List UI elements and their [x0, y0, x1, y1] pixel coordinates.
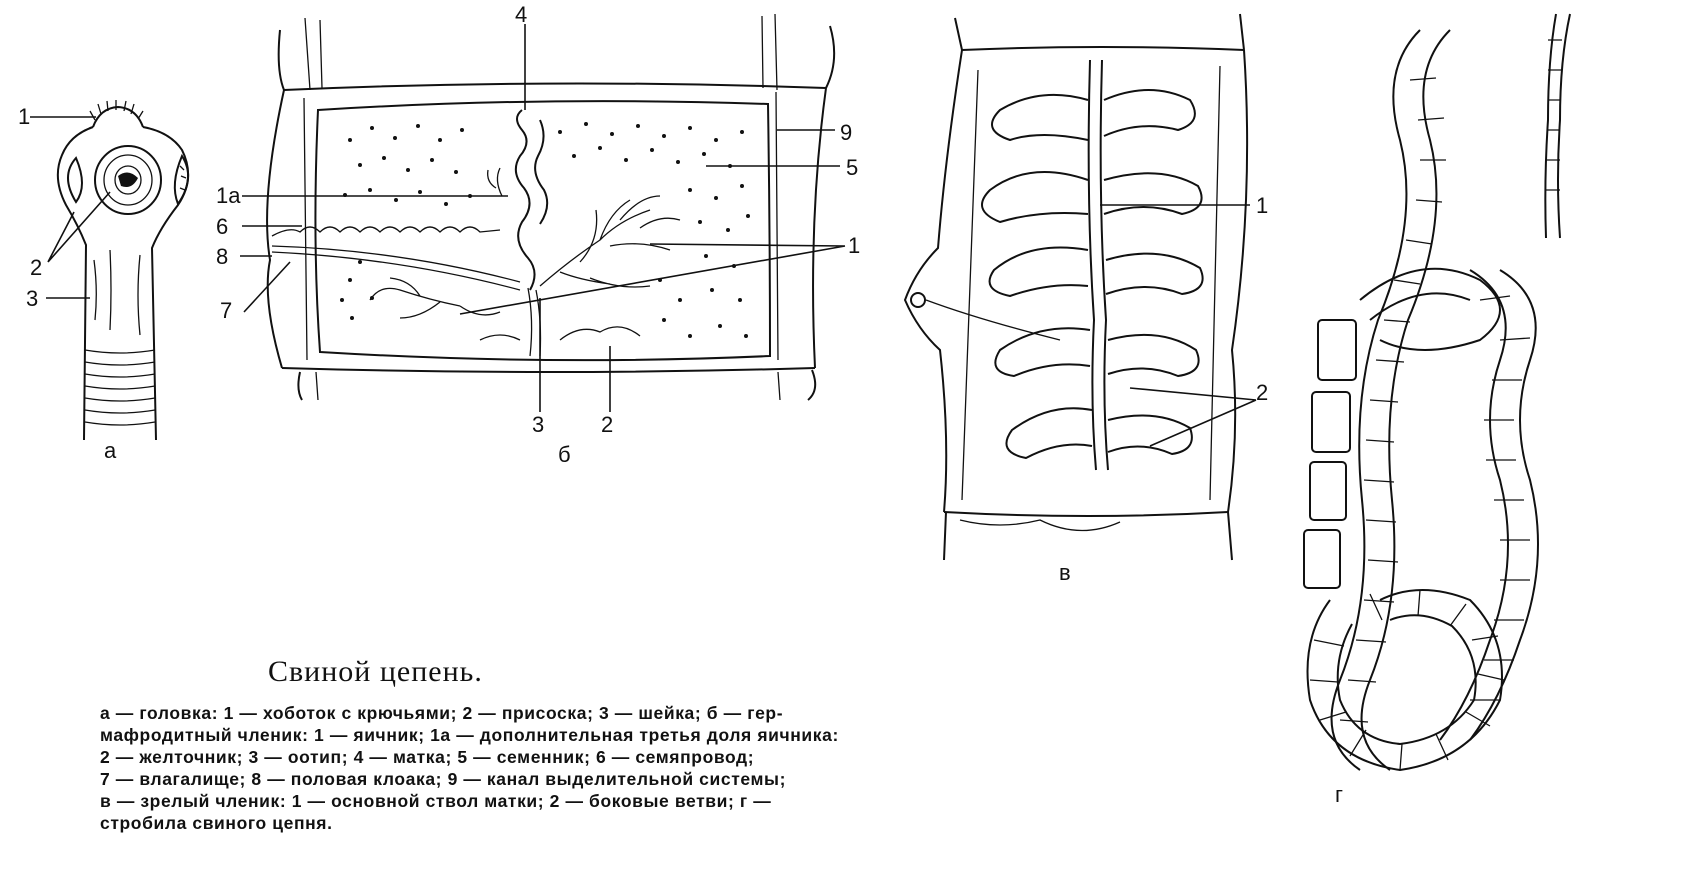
panel-letter-a: а	[104, 438, 117, 463]
figure-title: Свиной цепень.	[268, 655, 483, 688]
panel-letter-v: в	[1059, 560, 1071, 585]
panel-letter-b: б	[558, 442, 571, 467]
label-v-2: 2	[1256, 380, 1269, 405]
label-a-2: 2	[30, 255, 43, 280]
label-b-4: 4	[515, 2, 528, 27]
label-b-5: 5	[846, 155, 859, 180]
label-b-6: 6	[216, 214, 229, 239]
caption-line-3: 2 — желточник; 3 — оотип; 4 — матка; 5 — семенник; 6 — семяпровод;	[100, 747, 755, 767]
label-a-3: 3	[26, 286, 39, 311]
leader-b-1	[460, 244, 845, 314]
label-b-7: 7	[220, 298, 233, 323]
caption-line-2: мафродитный членик: 1 — яичник; 1а — дополнительная третья доля яичника:	[100, 725, 839, 745]
label-b-1: 1	[848, 233, 861, 258]
caption-line-5: в — зрелый членик: 1 — основной ствол матки; 2 — боковые ветви; г —	[100, 791, 772, 811]
panel-g-strobila-drawing	[1304, 14, 1570, 770]
caption-line-1: а — головка: 1 — хоботок с крючьями; 2 — присоска; 3 — шейка; б — гер-	[100, 703, 784, 723]
label-b-3: 3	[532, 412, 545, 437]
label-b-9: 9	[840, 120, 853, 145]
panel-a-scolex-drawing	[58, 100, 188, 440]
label-a-1: 1	[18, 104, 31, 129]
leader-v-2	[1130, 388, 1256, 446]
panel-v-mature-proglottid-drawing	[905, 14, 1247, 560]
caption-line-4: 7 — влагалище; 8 — половая клоака; 9 — канал выделительной системы;	[100, 769, 786, 789]
label-b-2: 2	[601, 412, 614, 437]
caption-line-6: стробила свиного цепня.	[100, 813, 333, 833]
leader-b-7	[244, 262, 290, 312]
label-v-1: 1	[1256, 193, 1269, 218]
label-b-1a: 1а	[216, 183, 241, 208]
panel-b-proglottid-drawing	[267, 14, 834, 400]
label-b-8: 8	[216, 244, 229, 269]
leader-a-2	[48, 192, 110, 262]
panel-letter-g: г	[1335, 782, 1344, 807]
